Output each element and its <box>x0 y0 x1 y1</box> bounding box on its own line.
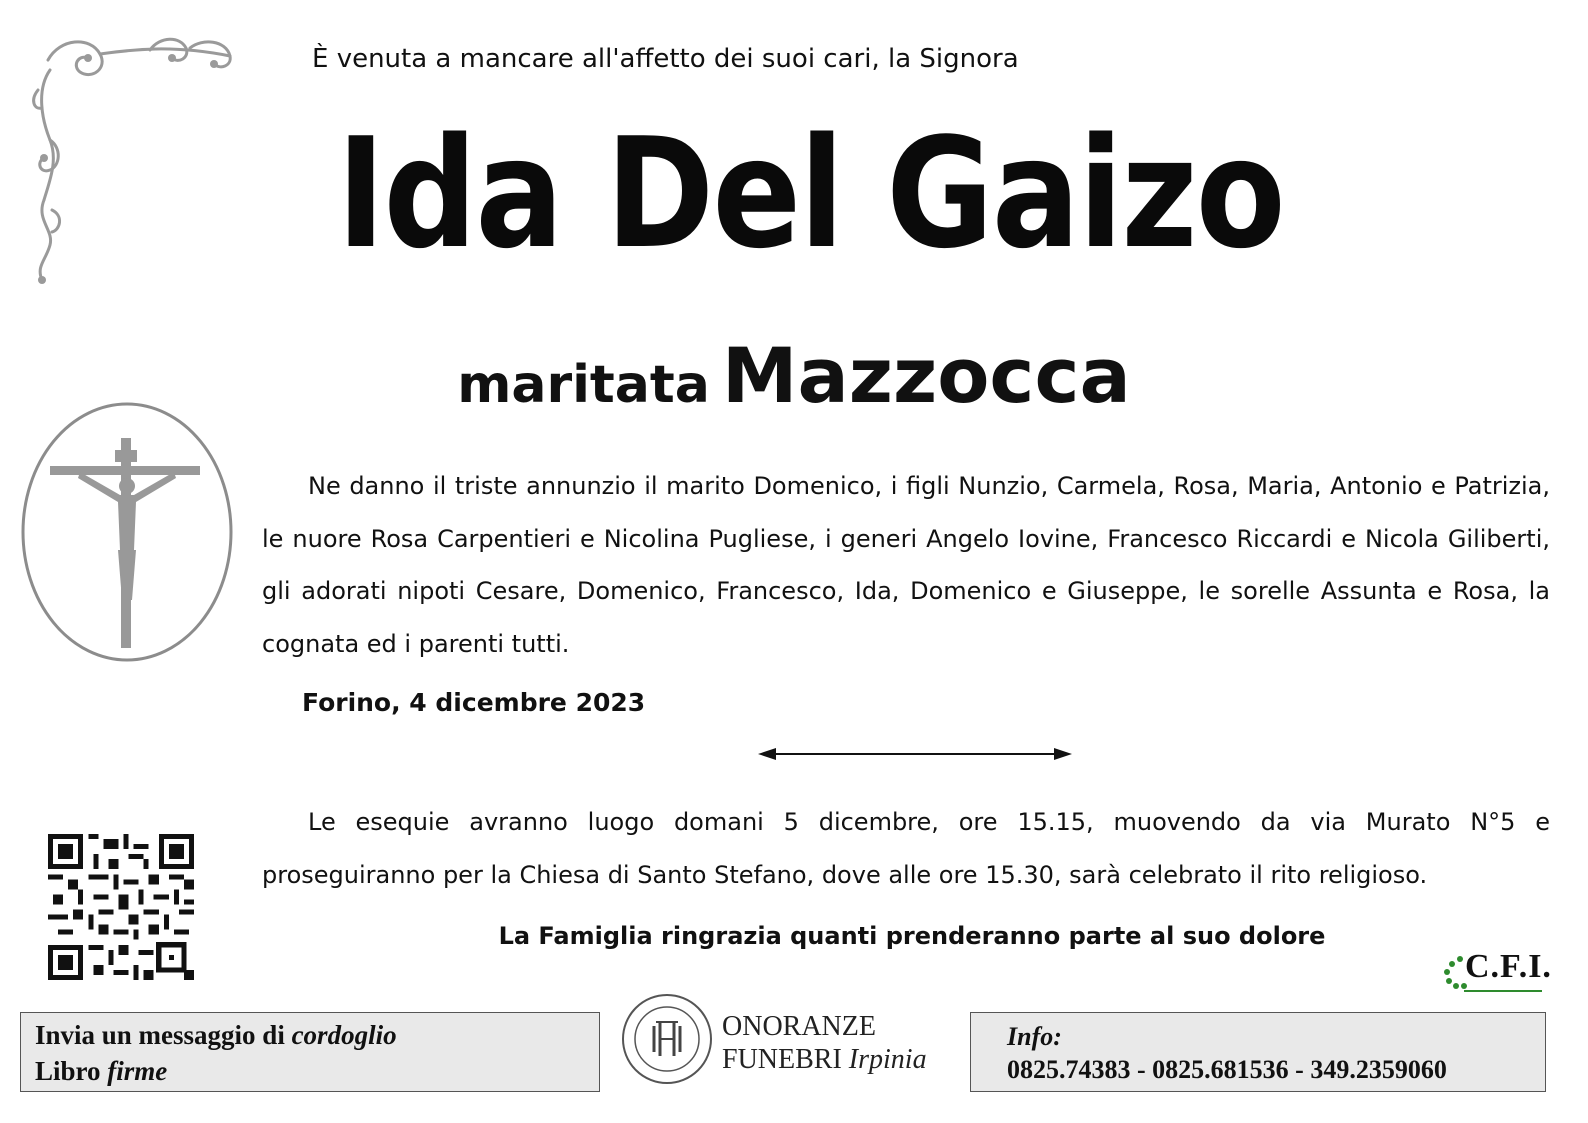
condolence-box[interactable] <box>20 1012 600 1092</box>
agency-line-2-prefix: FUNEBRI <box>722 1044 849 1075</box>
condolence-prefix: Invia un messaggio di <box>35 1020 292 1050</box>
funeral-details-text: Le esequie avranno luogo domani 5 dicembre, ore 15.15, muovendo da via Murato N°5 e proseguiranno per la Chiesa di Santo Stefano, dove alle ore 15.30, sarà celebrato il rito religioso. <box>262 808 1550 889</box>
cfi-logo-text: C.F.I. <box>1465 948 1552 985</box>
intro-text: È venuta a mancare all'affetto dei suoi cari, la Signora <box>312 44 1019 74</box>
condolence-emphasis: cordoglio <box>291 1020 397 1050</box>
place-date: Forino, 4 dicembre 2023 <box>302 688 646 717</box>
book-prefix: Libro <box>35 1056 108 1086</box>
married-surname: Mazzocca <box>721 331 1131 420</box>
married-name-line <box>0 331 1588 420</box>
guest-book-link[interactable] <box>35 1053 585 1089</box>
agency-seal-icon <box>620 992 714 1086</box>
agency-line-1: ONORANZE <box>722 1011 876 1042</box>
double-arrow-divider-icon <box>756 742 1074 766</box>
info-label: Info: <box>1007 1022 1062 1051</box>
married-prefix: maritata <box>457 355 710 415</box>
qr-code-icon[interactable] <box>48 834 194 980</box>
info-box <box>970 1012 1546 1092</box>
family-thanks: La Famiglia ringrazia quanti prenderanno parte al suo dolore <box>498 922 1326 950</box>
announcement-text: Ne danno il triste annunzio il marito Domenico, i figli Nunzio, Carmela, Rosa, Maria, Antonio e Patrizia, le nuore Rosa Carpentieri e Nicolina Pugliese, i generi Angelo Iovine, Francesco Riccardi e Nicola Giliberti, gli adorati nipoti Cesare, Domenico, Francesco, Ida, Domenico e Giuseppe, le sorelle Assunta e Rosa, la cognata ed i parenti tutti. <box>262 472 1550 658</box>
send-condolence-link[interactable] <box>35 1017 585 1053</box>
agency-line-2 <box>722 1043 927 1076</box>
agency-name <box>722 1010 927 1076</box>
info-phone-numbers[interactable]: 0825.74383 - 0825.681536 - 349.2359060 <box>1007 1055 1447 1084</box>
agency-line-2-emphasis: Irpinia <box>848 1044 927 1075</box>
book-emphasis: firme <box>107 1056 168 1086</box>
crucifix-icon <box>20 400 234 664</box>
deceased-name: Ida Del Gaizo <box>336 105 1284 282</box>
